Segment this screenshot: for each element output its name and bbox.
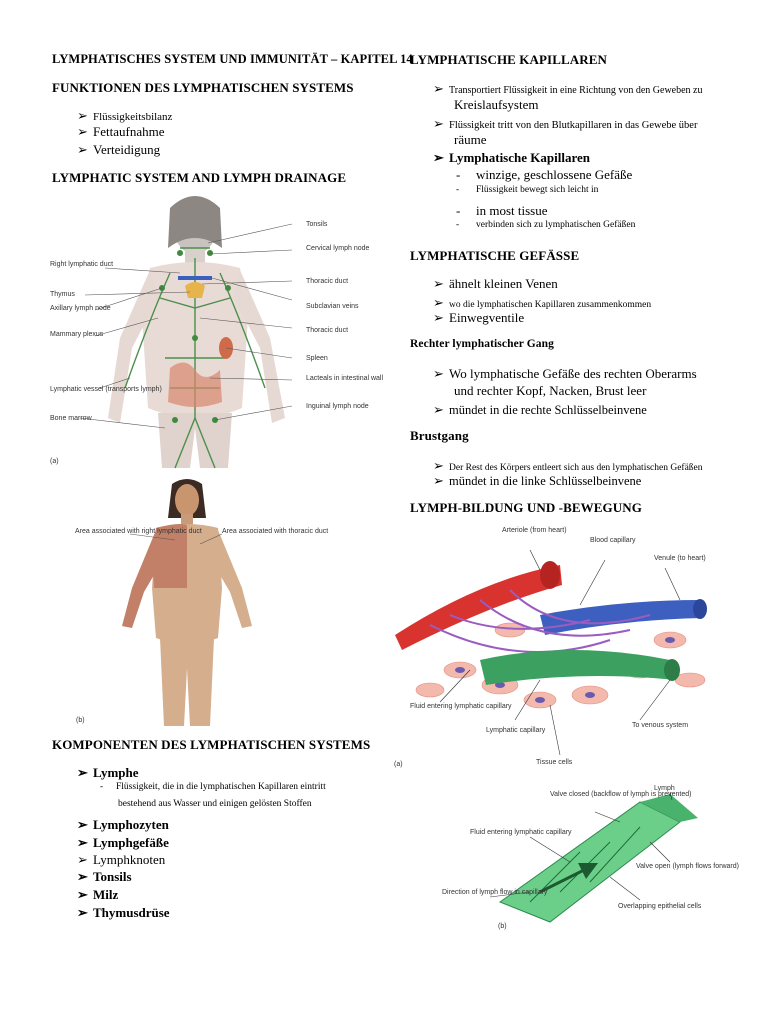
label-right-lymphatic-duct: Right lymphatic duct xyxy=(50,261,114,268)
arrow-bullet-icon: ➢ xyxy=(433,366,444,381)
lymph-valve-figure xyxy=(440,782,739,932)
arrow-bullet-icon: ➢ xyxy=(77,817,88,832)
rechter-gang-item: ➢ mündet in die rechte Schlüsselbeinvene xyxy=(433,402,647,417)
kapillaren-item-cont: Kreislaufsystem xyxy=(454,97,539,112)
arrow-bullet-icon: ➢ xyxy=(77,835,88,850)
label-lacteals: Lacteals in intestinal wall xyxy=(306,375,384,382)
brustgang-item: ➢ mündet in die linke Schlüsselbeinvene xyxy=(433,473,642,488)
arrow-bullet-icon: ➢ xyxy=(433,276,444,291)
komponenten-item: ➢ Lymphozyten xyxy=(77,817,169,832)
brustgang-heading: Brustgang xyxy=(410,428,469,443)
gefaesse-item: ➢ Einwegventile xyxy=(433,310,525,325)
komponenten-heading: KOMPONENTEN DES LYMPHATISCHEN SYSTEMS xyxy=(52,737,371,752)
arrow-bullet-icon: ➢ xyxy=(433,150,444,165)
label-blood-capillary: Blood capillary xyxy=(590,537,636,544)
label-thoracic-duct-2: Thoracic duct xyxy=(306,327,349,334)
arrow-bullet-icon: ➢ xyxy=(433,473,444,488)
venule xyxy=(540,600,702,635)
arrow-bullet-icon: ➢ xyxy=(77,852,88,867)
arrow-bullet-icon: ➢ xyxy=(77,765,88,780)
kapillaren-item: ➢ Lymphatische Kapillaren xyxy=(433,150,590,165)
arrow-bullet-icon: ➢ xyxy=(77,905,88,920)
kapillaren-sub-item: - verbinden sich zu lymphatischen Gefäßen xyxy=(456,220,636,230)
label-inguinal: Inguinal lymph node xyxy=(306,403,369,410)
kapillaren-item: ➢ Flüssigkeit tritt von den Blutkapillaren in das Gewebe über xyxy=(433,116,698,131)
label-valve-open: Valve open (lymph flows forward) xyxy=(636,863,739,870)
arrow-bullet-icon: ➢ xyxy=(433,81,444,96)
arrow-bullet-icon: ➢ xyxy=(433,295,444,310)
arrow-bullet-icon: ➢ xyxy=(77,124,88,139)
label-direction: Direction of lymph flow in capillary xyxy=(442,889,548,896)
label-venule: Venule (to heart) xyxy=(654,555,706,562)
label-thoracic-area: Area associated with thoracic duct xyxy=(222,528,329,535)
panel-label: (a) xyxy=(50,458,59,465)
capillary-bed-figure xyxy=(390,520,730,770)
body-figure xyxy=(122,479,252,726)
arrow-bullet-icon: ➢ xyxy=(433,116,444,131)
panel-label: (b) xyxy=(498,923,507,930)
funktionen-item: ➢ Verteidigung xyxy=(77,142,161,157)
label-venous-system: To venous system xyxy=(632,722,689,729)
label-tissue-cells: Tissue cells xyxy=(536,759,573,766)
funktionen-heading: FUNKTIONEN DES LYMPHATISCHEN SYSTEMS xyxy=(52,80,354,95)
lymphatic-system-figure xyxy=(50,188,384,468)
gefaesse-heading: LYMPHATISCHE GEFÄSSE xyxy=(410,248,580,263)
label-mammary: Mammary plexus xyxy=(50,331,104,338)
dash-bullet-icon: - xyxy=(456,185,460,195)
arrow-bullet-icon: ➢ xyxy=(77,142,88,157)
komponenten-item: ➢ Tonsils xyxy=(77,869,132,884)
kapillaren-sub-item: - winzige, geschlossene Gefäße xyxy=(456,167,633,182)
dash-bullet-icon: - xyxy=(100,782,104,792)
kapillaren-item-cont: räume xyxy=(454,132,487,147)
dash-bullet-icon: - xyxy=(456,167,461,182)
label-lymph: Lymph xyxy=(654,785,675,792)
label-lymphatic-vessel: Lymphatic vessel (transports lymph) xyxy=(50,386,162,393)
page-title: LYMPHATISCHES SYSTEM UND IMMUNITÄT – KAPITEL 14 xyxy=(52,52,413,66)
arteriole xyxy=(395,565,562,650)
arrow-bullet-icon: ➢ xyxy=(77,887,88,902)
label-bone-marrow: Bone marrow xyxy=(50,415,92,422)
label-right-lymphatic-area: Area associated with right lymphatic duct xyxy=(75,528,202,535)
kapillaren-item: ➢ Transportiert Flüssigkeit in eine Richtung von den Geweben zu xyxy=(433,81,703,96)
kapillaren-sub-item: - in most tissue xyxy=(456,203,548,218)
label-lymphatic-capillary: Lymphatic capillary xyxy=(486,727,546,734)
komponenten-item: ➢ Thymusdrüse xyxy=(77,905,170,920)
gefaesse-item: ➢ ähnelt kleinen Venen xyxy=(433,276,558,291)
arrow-bullet-icon: ➢ xyxy=(433,310,444,325)
lymphe-description: - Flüssigkeit, die in die lymphatischen Kapillaren eintritt xyxy=(100,782,326,792)
arrow-bullet-icon: ➢ xyxy=(77,869,88,884)
kapillaren-sub-item: - Flüssigkeit bewegt sich leicht in xyxy=(456,185,599,195)
komponenten-item: ➢ Milz xyxy=(77,887,119,902)
brustgang-item: ➢ Der Rest des Körpers entleert sich aus den lymphatischen Gefäßen xyxy=(433,458,703,473)
funktionen-item: ➢ Flüssigkeitsbilanz xyxy=(77,108,173,123)
lymphe-description-2: bestehend aus Wasser und einigen gelösten Stoffen xyxy=(118,799,312,809)
komponenten-item: ➢ Lymphe xyxy=(77,765,139,780)
drainage-heading: LYMPHATIC SYSTEM AND LYMPH DRAINAGE xyxy=(52,170,347,185)
label-spleen: Spleen xyxy=(306,355,328,362)
label-thoracic-duct: Thoracic duct xyxy=(306,278,349,285)
label-axillary: Axillary lymph node xyxy=(50,305,111,312)
gefaesse-item: ➢ wo die lymphatischen Kapillaren zusammenkommen xyxy=(433,295,652,310)
komponenten-item: ➢ Lymphgefäße xyxy=(77,835,169,850)
dash-bullet-icon: - xyxy=(456,203,461,218)
label-fluid-entering: Fluid entering lymphatic capillary xyxy=(410,703,512,710)
label-tonsils: Tonsils xyxy=(306,221,328,228)
rechter-gang-item: ➢ Wo lymphatische Gefäße des rechten Oberarms xyxy=(433,366,697,381)
lymphatic-capillary xyxy=(480,650,676,685)
drainage-areas-figure xyxy=(70,478,329,728)
label-valve-closed: Valve closed (backflow of lymph is prevented) xyxy=(550,791,692,798)
kapillaren-heading: LYMPHATISCHE KAPILLAREN xyxy=(410,52,607,67)
bildung-heading: LYMPH-BILDUNG UND -BEWEGUNG xyxy=(410,500,642,515)
label-arteriole: Arteriole (from heart) xyxy=(502,527,567,534)
rechter-gang-item-cont: und rechter Kopf, Nacken, Brust leer xyxy=(454,383,647,398)
thymus xyxy=(185,282,205,298)
dash-bullet-icon: - xyxy=(456,220,460,230)
panel-label: (b) xyxy=(76,717,85,724)
label-fluid-entering-2: Fluid entering lymphatic capillary xyxy=(470,829,572,836)
komponenten-item: ➢ Lymphknoten xyxy=(77,852,166,867)
label-thymus: Thymus xyxy=(50,291,75,298)
funktionen-item: ➢ Fettaufnahme xyxy=(77,124,165,139)
label-cervical-node: Cervical lymph node xyxy=(306,245,370,252)
arrow-bullet-icon: ➢ xyxy=(433,458,444,473)
arrow-bullet-icon: ➢ xyxy=(433,402,444,417)
label-subclavian: Subclavian veins xyxy=(306,303,359,310)
rechter-gang-heading: Rechter lymphatischer Gang xyxy=(410,338,554,350)
label-overlapping-cells: Overlapping epithelial cells xyxy=(618,903,702,910)
panel-label: (a) xyxy=(394,761,403,768)
arrow-bullet-icon: ➢ xyxy=(77,108,88,123)
